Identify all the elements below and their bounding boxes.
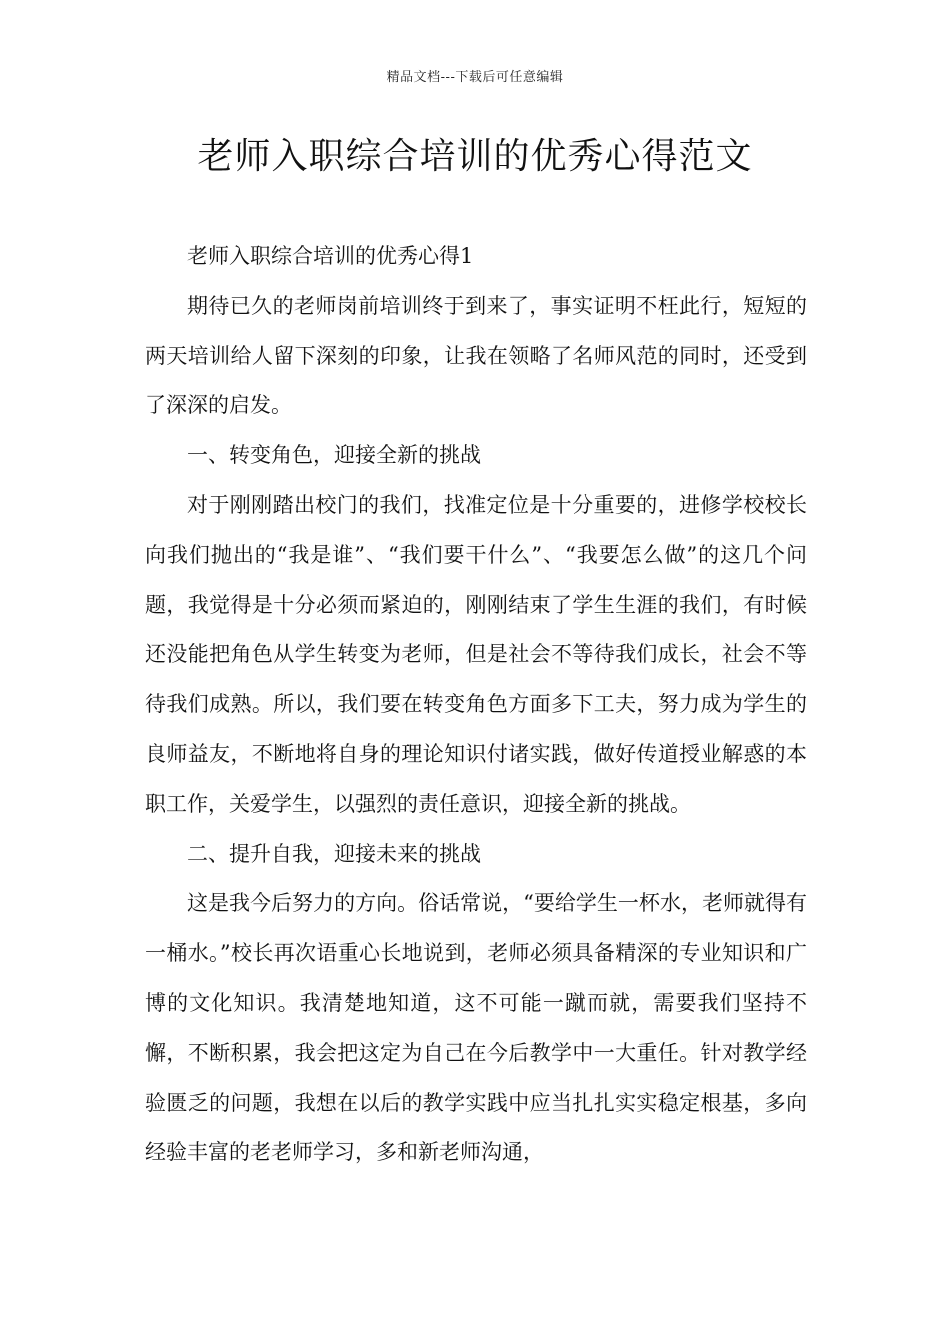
- section-heading: 二、提升自我，迎接未来的挑战: [187, 841, 481, 866]
- header-note: 精品文档---下载后可任意编辑: [386, 70, 564, 85]
- section-heading: 一、转变角色，迎接全新的挑战: [187, 443, 481, 468]
- section-heading: 老师入职综合培训的优秀心得1: [187, 244, 474, 268]
- body-paragraph: 这是我今后努力的方向。俗话常说，“要给学生一杯水，老师就得有一桶水。”校长再次语重心长地说到，老师必须具备精深的专业知识和广博的文化知识。我清楚地知道，这不可能一蹴而就，需要我们坚持不懈，不断积累，我会把这定为自己在今后教学中一大重任。针对教学经验匮乏的问题，我想在以后的教学实践中应当扎扎实实稳定根基，多向经验丰富的老老师学习，多和新老师沟通，: [145, 891, 807, 1165]
- body-paragraph: 期待已久的老师岗前培训终于到来了，事实证明不枉此行，短短的两天培训给人留下深刻的印象，让我在领略了名师风范的同时，还受到了深深的启发。: [145, 293, 807, 418]
- document-body: [145, 232, 807, 1178]
- body-paragraph: 对于刚刚踏出校门的我们，找准定位是十分重要的，进修学校校长向我们抛出的“我是谁”、“我们要干什么”、“我要怎么做”的这几个问题，我觉得是十分必须而紧迫的，刚刚结束了学生生涯的我们，有时候还没能把角色从学生转变为老师，但是社会不等待我们成长，社会不等待我们成熟。所以，我们要在转变角色方面多下工夫，努力成为学生的良师益友，不断地将自身的理论知识付诸实践，做好传道授业解惑的本职工作，关爱学生，以强烈的责任意识，迎接全新的挑战。: [145, 492, 807, 816]
- document-title: 老师入职综合培训的优秀心得范文: [197, 136, 753, 177]
